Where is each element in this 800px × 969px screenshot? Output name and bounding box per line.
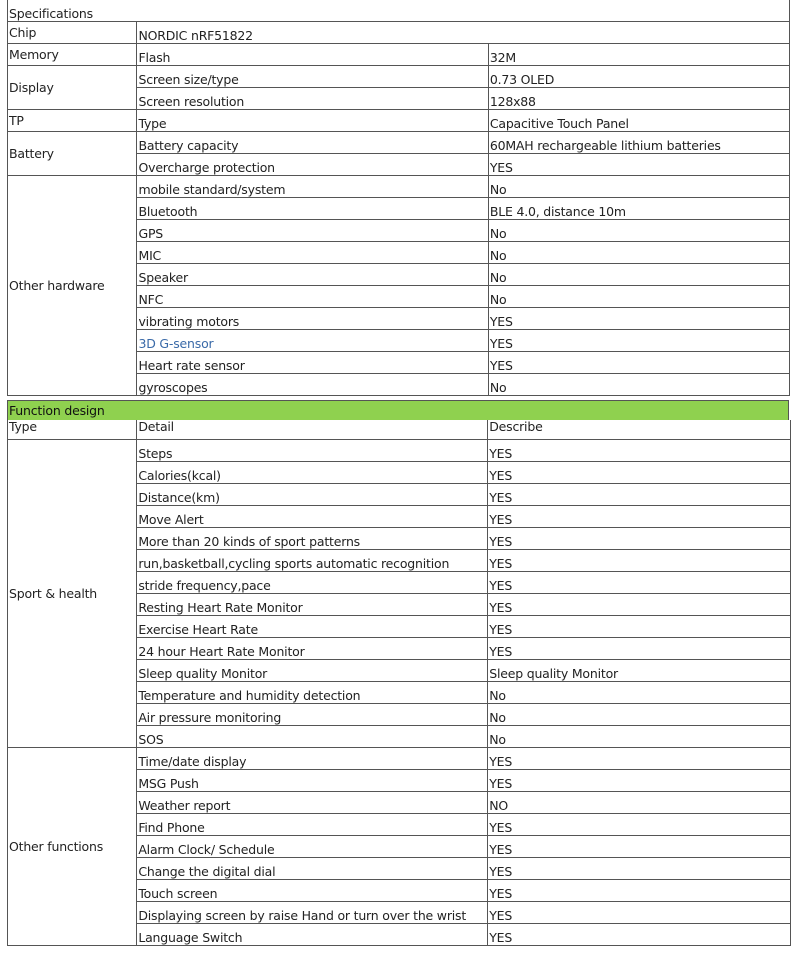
detail-cell: Time/date display xyxy=(137,748,488,770)
detail-cell: Weather report xyxy=(137,792,488,814)
category-cell: Memory xyxy=(8,44,137,66)
detail-cell: Find Phone xyxy=(137,814,488,836)
value-cell: YES xyxy=(488,484,791,506)
detail-cell[interactable] xyxy=(137,330,488,352)
column-header-describe: Describe xyxy=(488,420,791,440)
category-cell: Other functions xyxy=(8,748,137,946)
value-cell: No xyxy=(488,286,789,308)
detail-cell: Speaker xyxy=(137,264,488,286)
detail-cell: Touch screen xyxy=(137,880,488,902)
value-cell: YES xyxy=(488,748,791,770)
detail-cell: More than 20 kinds of sport patterns xyxy=(137,528,488,550)
specifications-table xyxy=(7,0,790,396)
detail-cell: Heart rate sensor xyxy=(137,352,488,374)
detail-cell: gyroscopes xyxy=(137,374,488,396)
detail-cell: Flash xyxy=(137,44,488,66)
value-cell: YES xyxy=(488,528,791,550)
detail-cell: Sleep quality Monitor xyxy=(137,660,488,682)
table-row xyxy=(8,440,791,462)
value-cell: Capacitive Touch Panel xyxy=(488,110,789,132)
detail-cell: Steps xyxy=(137,440,488,462)
function-design-header: Function design xyxy=(7,400,789,420)
table-row xyxy=(8,22,790,44)
value-cell: No xyxy=(488,682,791,704)
category-cell: Battery xyxy=(8,132,137,176)
detail-cell: Displaying screen by raise Hand or turn over the wrist xyxy=(137,902,488,924)
detail-cell: Screen size/type xyxy=(137,66,488,88)
detail-cell: MIC xyxy=(137,242,488,264)
value-cell: No xyxy=(488,704,791,726)
function-design-table xyxy=(7,420,791,946)
detail-cell: Language Switch xyxy=(137,924,488,946)
value-cell: YES xyxy=(488,308,789,330)
detail-cell: Type xyxy=(137,110,488,132)
detail-cell: Battery capacity xyxy=(137,132,488,154)
value-cell: No xyxy=(488,726,791,748)
detail-cell: Resting Heart Rate Monitor xyxy=(137,594,488,616)
detail-cell: stride frequency,pace xyxy=(137,572,488,594)
category-cell: TP xyxy=(8,110,137,132)
value-cell: YES xyxy=(488,880,791,902)
detail-cell: run,basketball,cycling sports automatic recognition xyxy=(137,550,488,572)
detail-cell: Alarm Clock/ Schedule xyxy=(137,836,488,858)
value-cell: No xyxy=(488,176,789,198)
value-cell: No xyxy=(488,220,789,242)
category-cell: Chip xyxy=(8,22,137,44)
detail-cell: GPS xyxy=(137,220,488,242)
value-cell: YES xyxy=(488,858,791,880)
value-cell: YES xyxy=(488,770,791,792)
value-cell: YES xyxy=(488,924,791,946)
value-cell: YES xyxy=(488,616,791,638)
value-cell: YES xyxy=(488,594,791,616)
value-cell: NO xyxy=(488,792,791,814)
detail-cell: Distance(km) xyxy=(137,484,488,506)
detail-cell: Overcharge protection xyxy=(137,154,488,176)
detail-cell: Temperature and humidity detection xyxy=(137,682,488,704)
column-header-type: Type xyxy=(8,420,137,440)
value-cell: YES xyxy=(488,572,791,594)
value-cell: No xyxy=(488,264,789,286)
value-cell: BLE 4.0, distance 10m xyxy=(488,198,789,220)
detail-cell: Change the digital dial xyxy=(137,858,488,880)
value-cell: No xyxy=(488,374,789,396)
value-cell: 128x88 xyxy=(488,88,789,110)
detail-cell: mobile standard/system xyxy=(137,176,488,198)
value-cell: YES xyxy=(488,462,791,484)
value-cell: YES xyxy=(488,506,791,528)
detail-cell: NFC xyxy=(137,286,488,308)
value-cell: YES xyxy=(488,814,791,836)
table-row xyxy=(8,748,791,770)
detail-cell: vibrating motors xyxy=(137,308,488,330)
value-cell: No xyxy=(488,242,789,264)
column-header-detail: Detail xyxy=(137,420,488,440)
value-cell: YES xyxy=(488,638,791,660)
value-cell: 60MAH rechargeable lithium batteries xyxy=(488,132,789,154)
value-cell: YES xyxy=(488,440,791,462)
detail-cell: SOS xyxy=(137,726,488,748)
detail-cell: MSG Push xyxy=(137,770,488,792)
detail-cell: 24 hour Heart Rate Monitor xyxy=(137,638,488,660)
detail-cell: NORDIC nRF51822 xyxy=(137,22,790,44)
value-cell: YES xyxy=(488,902,791,924)
detail-cell: Exercise Heart Rate xyxy=(137,616,488,638)
specifications-title: Specifications xyxy=(8,0,790,22)
detail-cell: Move Alert xyxy=(137,506,488,528)
value-cell: YES xyxy=(488,352,789,374)
category-cell: Display xyxy=(8,66,137,110)
value-cell: YES xyxy=(488,330,789,352)
detail-cell: Bluetooth xyxy=(137,198,488,220)
table-row xyxy=(8,132,790,154)
table-row xyxy=(8,110,790,132)
value-cell: 0.73 OLED xyxy=(488,66,789,88)
detail-cell: Air pressure monitoring xyxy=(137,704,488,726)
value-cell: YES xyxy=(488,550,791,572)
value-cell: YES xyxy=(488,836,791,858)
category-cell: Other hardware xyxy=(8,176,137,396)
table-row xyxy=(8,66,790,88)
value-cell: Sleep quality Monitor xyxy=(488,660,791,682)
table-row xyxy=(8,44,790,66)
category-cell: Sport & health xyxy=(8,440,137,748)
value-cell: YES xyxy=(488,154,789,176)
detail-cell: Screen resolution xyxy=(137,88,488,110)
detail-link[interactable]: 3D G-sensor xyxy=(138,336,214,351)
table-row xyxy=(8,176,790,198)
detail-cell: Calories(kcal) xyxy=(137,462,488,484)
value-cell: 32M xyxy=(488,44,789,66)
